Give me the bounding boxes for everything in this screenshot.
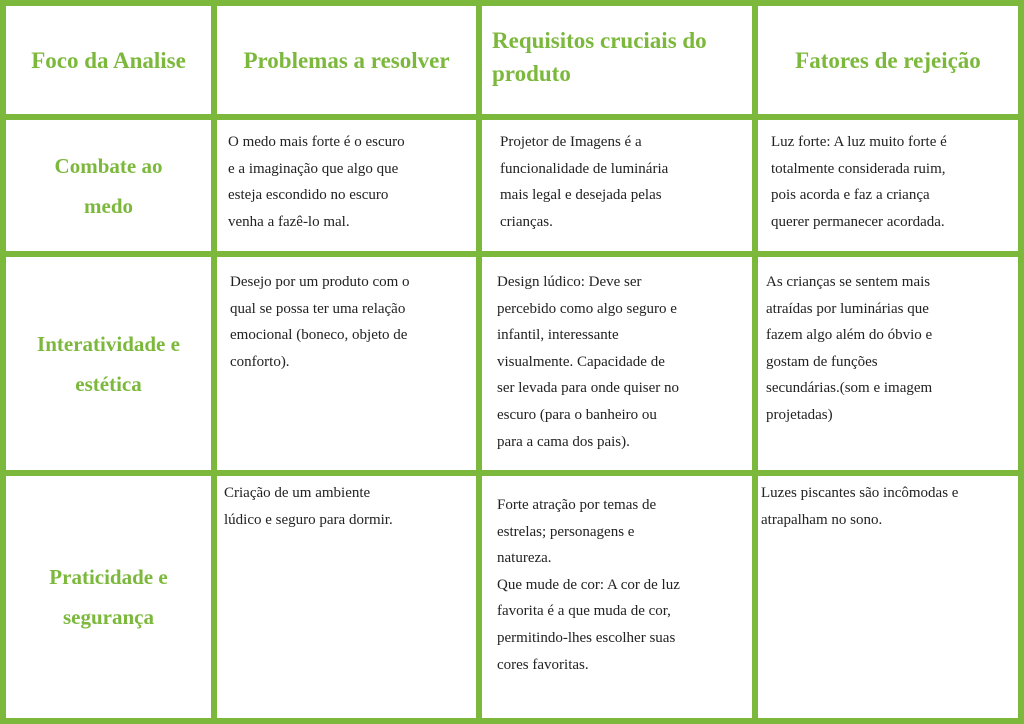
row-problems: O medo mais forte é o escuro e a imaginação que algo que esteja escondido no escuro venha a fazê-lo mal. [217, 120, 476, 251]
header-rejection: Fatores de rejeição [758, 6, 1018, 114]
row-requirements: Projetor de Imagens é a funcionalidade de luminária mais legal e desejada pelas crianças. [482, 120, 752, 251]
header-problems: Problemas a resolver [217, 6, 476, 114]
row-problems: Desejo por um produto com o qual se possa ter uma relação emocional (boneco, objeto de conforto). [217, 257, 476, 470]
row-requirements: Forte atração por temas de estrelas; personagens e natureza. Que mude de cor: A cor de luz favorita é a que muda de cor, permitindo-lhes escolher suas cores favoritas. [482, 476, 752, 718]
row-focus: Praticidade e segurança [6, 476, 211, 718]
row-requirements: Design lúdico: Deve ser percebido como algo seguro e infantil, interessante visualmente. Capacidade de ser levada para onde quiser no escuro (para o banheiro ou para a cama dos pais). [482, 257, 752, 470]
header-focus: Foco da Analise [6, 6, 211, 114]
row-rejection: Luzes piscantes são incômodas e atrapalham no sono. [758, 476, 1018, 718]
row-rejection: Luz forte: A luz muito forte é totalmente considerada ruim, pois acorda e faz a criança querer permanecer acordada. [758, 120, 1018, 251]
row-problems: Criação de um ambiente lúdico e seguro para dormir. [217, 476, 476, 718]
row-rejection: As crianças se sentem mais atraídas por luminárias que fazem algo além do óbvio e gostam de funções secundárias.(som e imagem projetadas) [758, 257, 1018, 470]
row-focus: Combate ao medo [6, 120, 211, 251]
row-focus: Interatividade e estética [6, 257, 211, 470]
header-requirements: Requisitos cruciais do produto [482, 6, 752, 114]
